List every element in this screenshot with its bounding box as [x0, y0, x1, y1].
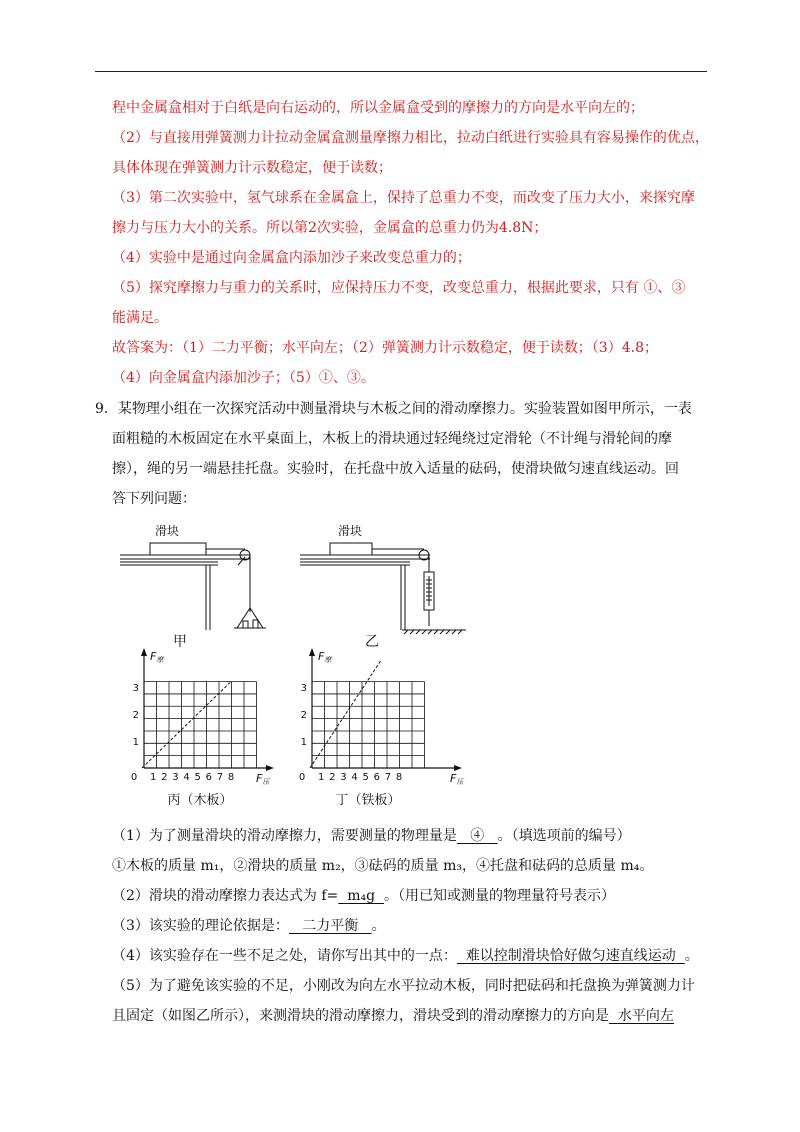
answer-line-9: 故答案为：（1）二力平衡；水平向左；（2）弹簧测力计示数稳定，便于读数；（3）4.8； — [112, 340, 658, 356]
q9-stem-2: 面粗糙的木板固定在水平桌面上，木板上的滑块通过轻绳绕过定滑轮（不计绳与滑轮间的摩 — [112, 431, 672, 447]
apparatus-jia — [120, 525, 266, 630]
answer-line-5: 擦力与压力大小的关系。所以第2次实验，金属盒的总重力仍为4.8N； — [112, 220, 548, 236]
header-rule — [95, 71, 707, 72]
x-tick-label: 5 — [362, 772, 369, 783]
data-line-iron — [310, 660, 381, 768]
q9-stem-1: 9．某物理小组在一次探究活动中测量滑块与木板之间的滑动摩擦力。实验装置如图甲所示，一表 — [95, 401, 692, 417]
y-tick-label: 1 — [132, 737, 139, 748]
x-tick-label: 2 — [161, 772, 168, 783]
caption-yi: 乙 — [365, 634, 379, 650]
q9-part-1: （1）为了测量滑块的滑动摩擦力，需要测量的物理量是 ④ 。（填选项前的编号） — [112, 828, 631, 844]
answer-line-7: （5）探究摩擦力与重力的关系时，应保持压力不变，改变总重力，根据此要求，只有 ①、③ — [112, 280, 686, 296]
y-arrow-iron — [309, 648, 315, 656]
answer-line-1: 程中金属盒相对于白纸是向右运动的，所以金属盒受到的摩擦力的方向是水平向左的； — [112, 100, 644, 116]
y-label-wood: F摩 — [150, 650, 164, 664]
x-tick-label: 5 — [194, 772, 201, 783]
q9-part-1-options: ①木板的质量 m₁，②滑块的质量 m₂，③砝码的质量 m₃，④托盘和砝码的总质量 m₄。 — [112, 858, 654, 874]
x-tick-label: 8 — [227, 772, 235, 783]
x-arrow-wood — [266, 765, 274, 771]
x-label-iron: F压 — [450, 772, 464, 786]
q9-part-4: （4）该实验存在一些不足之处，请你写出其中的一点： 难以控制滑块恰好做匀速直线运动 。 — [112, 948, 699, 964]
x-tick-label: 1 — [317, 772, 325, 783]
x-tick-label: 4 — [351, 772, 358, 783]
x-tick-label: 7 — [384, 772, 392, 783]
y-tick-label: 2 — [132, 710, 139, 721]
x-tick-label: 2 — [329, 772, 336, 783]
x-tick-label: 3 — [172, 772, 179, 783]
answer-line-10: （4）向金属盒内添加沙子；（5）①、③。 — [112, 370, 375, 386]
x-label-wood: F压 — [256, 772, 270, 786]
answer-line-8: 能满足。 — [112, 310, 168, 326]
y-arrow-wood — [141, 648, 147, 656]
x-tick-label: 3 — [340, 772, 347, 783]
caption-jia: 甲 — [173, 634, 187, 650]
apparatus-yi — [300, 543, 466, 634]
answer-4: 难以控制滑块恰好做匀速直线运动 — [465, 948, 676, 964]
caption-iron: 丁（铁板） — [335, 793, 401, 808]
x-tick-label: 6 — [373, 772, 380, 783]
answer-line-4: （3）第二次实验中，氢气球系在金属盒上，保持了总重力不变，而改变了压力大小，来探究摩 — [112, 190, 695, 206]
q9-part-3: （3）该实验的理论依据是： 二力平衡 。 — [112, 918, 386, 934]
grid-iron — [312, 682, 425, 768]
q9-part-5a: （5）为了避免该实验的不足，小刚改为向左水平拉动木板，同时把砝码和托盘换为弹簧测力计 — [112, 978, 695, 994]
q9-part-5b: 且固定（如图乙所示），来测滑块的滑动摩擦力，滑块受到的滑动摩擦力的方向是 水平向左 — [112, 1008, 674, 1024]
graph-wood — [128, 648, 278, 810]
apparatus-figure — [110, 520, 470, 655]
x-tick-label: 4 — [183, 772, 190, 783]
caption-wood: 丙（木板） — [167, 793, 233, 808]
x-tick-label: 1 — [149, 772, 157, 783]
answer-2: m₄g — [347, 888, 376, 904]
q9-stem-3: 擦），绳的另一端悬挂托盘。实验时，在托盘中放入适量的砝码，使滑块做匀速直线运动。回 — [112, 461, 679, 477]
q9-stem-4: 答下列问题： — [112, 491, 196, 507]
graph-iron — [296, 648, 471, 810]
x-tick-label: 0 — [130, 772, 138, 783]
answer-line-6: （4）实验中是通过向金属盒内添加沙子来改变总重力的； — [112, 250, 471, 266]
q9-part-2: （2）滑块的滑动摩擦力表达式为 f= m₄g 。（用已知或测量的物理量符号表示） — [112, 888, 615, 904]
x-arrow-iron — [454, 765, 462, 771]
x-tick-label: 8 — [395, 772, 403, 783]
answer-5: 水平向左 — [617, 1008, 674, 1024]
block-label-yi: 滑块 — [337, 524, 363, 538]
y-tick-label: 2 — [300, 710, 307, 721]
answer-1: ④ — [470, 828, 485, 844]
y-tick-label: 1 — [300, 737, 307, 748]
answer-3: 二力平衡 — [302, 918, 359, 934]
x-tick-label: 7 — [216, 772, 224, 783]
block-label-jia: 滑块 — [154, 524, 180, 538]
y-tick-label: 3 — [132, 683, 139, 694]
answer-line-2: （2）与直接用弹簧测力计拉动金属盒测量摩擦力相比，拉动白纸进行实验具有容易操作的优点， — [112, 130, 709, 146]
y-label-iron: F摩 — [318, 650, 332, 664]
y-tick-label: 3 — [300, 683, 307, 694]
x-tick-label: 6 — [205, 772, 212, 783]
data-line-wood — [142, 682, 231, 768]
x-tick-label: 0 — [298, 772, 306, 783]
grid-wood — [144, 682, 257, 768]
answer-line-3: 具体体现在弹簧测力计示数稳定，便于读数； — [112, 160, 392, 176]
